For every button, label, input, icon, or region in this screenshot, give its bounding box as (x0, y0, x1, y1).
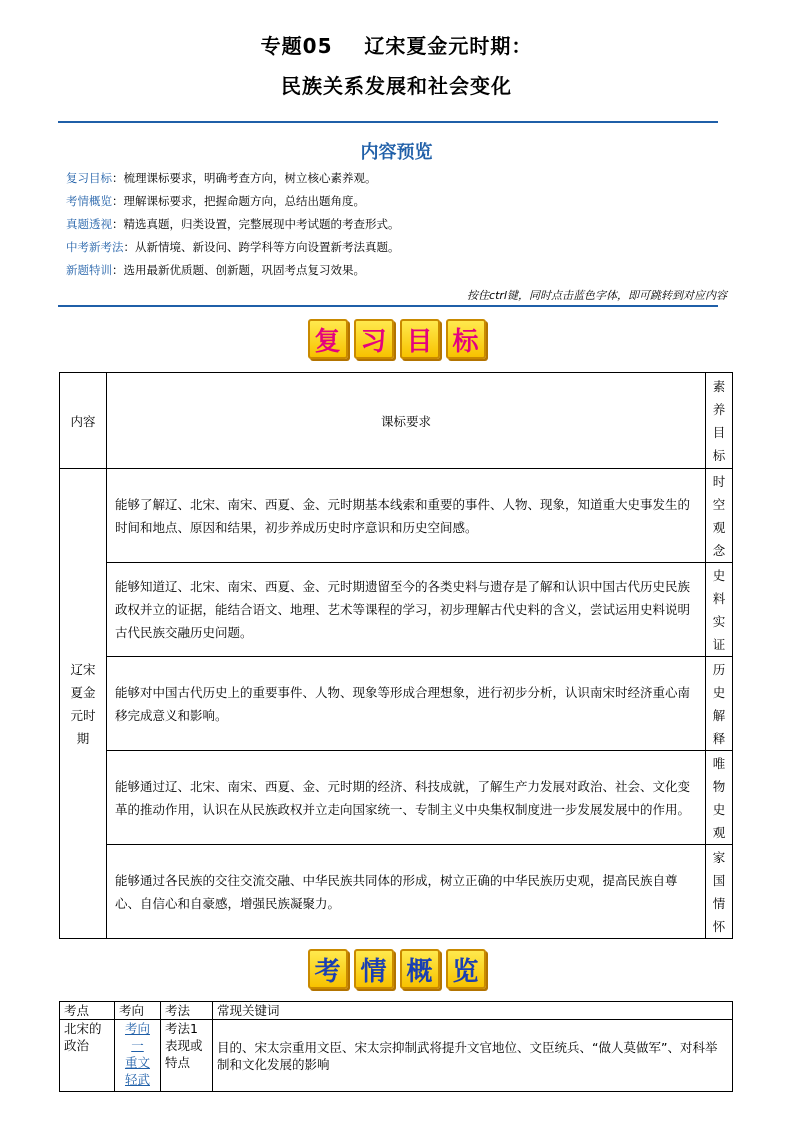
table-row (60, 751, 733, 845)
banner-char: 情 (354, 949, 394, 989)
header-keywords: 常现关键词 (213, 1002, 733, 1020)
preview-title: 内容预览 (360, 142, 433, 163)
header-content: 内容 (60, 373, 107, 469)
banner-char: 习 (354, 319, 394, 359)
preview-label[interactable]: 考情概览 (66, 194, 112, 208)
table-row (60, 845, 733, 939)
preview-label[interactable]: 新题特训 (66, 263, 112, 277)
requirement-cell: 能够知道辽、北宋、南宋、西夏、金、元时期遗留至今的各类史料与遗存是了解和认识中国古代历史民族政权并立的证据，能结合语文、地理、艺术等课程的学习，初步理解古代史料的含义，尝试运用史料说明古代民族交融历史问题。 (106, 563, 705, 657)
preview-label[interactable]: 中考新考法 (66, 240, 124, 254)
requirement-cell: 能够了解辽、北宋、南宋、西夏、金、元时期基本线索和重要的事件、人物、现象，知道重大史事发生的时间和地点、原因和结果，初步养成历史时序意识和历史空间感。 (106, 469, 705, 563)
ctrl-hint: 按住ctrl键，同时点击蓝色字体，即可跳转到对应内容 (467, 289, 727, 302)
table-header-row (60, 1002, 733, 1020)
direction-topic[interactable]: 重文轻武 (124, 1055, 150, 1087)
literacy-cell: 史 料 实 证 (706, 563, 733, 657)
preview-text: 梳理课标要求，明确考查方向，树立核心素养观。 (123, 171, 377, 185)
direction-link[interactable] (115, 1020, 161, 1092)
method-cell: 考法1 表现或特点 (161, 1020, 213, 1092)
preview-item-exam-overview[interactable]: 考情概览：理解课标要求，把握命题方向，总结出题角度。 (66, 194, 365, 208)
banner-char: 考 (308, 949, 348, 989)
content-cell (60, 469, 107, 939)
preview-item-new-methods[interactable]: 中考新考法：从新情境、新设问、跨学科等方向设置新考法真题。 (66, 240, 400, 254)
preview-text: 理解课标要求，把握命题方向，总结出题角度。 (123, 194, 365, 208)
page-title-line1: 专题05 辽宋夏金元时期： (260, 34, 533, 58)
page-title-line2: 民族关系发展和社会变化 (281, 74, 512, 98)
literacy-cell: 时 空 观 念 (706, 469, 733, 563)
table-header-row (60, 373, 733, 469)
banner-char: 标 (446, 319, 486, 359)
divider-top (58, 121, 718, 123)
header-literacy: 素 养 目 标 (706, 373, 733, 469)
requirement-cell: 能够通过各民族的交往交流交融、中华民族共同体的形成，树立正确的中华民族历史观，提高民族自尊心、自信心和自豪感，增强民族凝聚力。 (106, 845, 705, 939)
table-row (60, 469, 733, 563)
table-row (60, 563, 733, 657)
header-point: 考点 (60, 1002, 115, 1020)
requirement-cell: 能够通过辽、北宋、南宋、西夏、金、元时期的经济、科技成就，了解生产力发展对政治、社会、文化变革的推动作用，认识在从民族政权并立走向国家统一、专制主义中央集权制度进一步发展发展中的作用。 (106, 751, 705, 845)
preview-item-review-goals[interactable]: 复习目标：梳理课标要求，明确考查方向，树立核心素养观。 (66, 171, 377, 185)
preview-text: 精选真题，归类设置，完整展现中考试题的考查形式。 (123, 217, 400, 231)
content-text: 辽宋夏金元时期 (70, 661, 96, 746)
divider-bottom (58, 305, 718, 307)
exam-overview-banner (0, 949, 793, 989)
preview-text: 选用最新优质题、创新题，巩固考点复习效果。 (123, 263, 365, 277)
preview-item-real-questions[interactable]: 真题透视：精选真题，归类设置，完整展现中考试题的考查形式。 (66, 217, 400, 231)
exam-table (59, 1001, 733, 1092)
keywords-cell: 目的、宋太宗重用文臣、宋太宗抑制武将提升文官地位、文臣统兵、“做人莫做军”、对科举制和文化发展的影响 (213, 1020, 733, 1092)
preview-item-new-training[interactable]: 新题特训：选用最新优质题、创新题，巩固考点复习效果。 (66, 263, 365, 277)
header-method: 考法 (161, 1002, 213, 1020)
banner-char: 览 (446, 949, 486, 989)
table-row (60, 657, 733, 751)
header-direction: 考向 (115, 1002, 161, 1020)
banner-char: 目 (400, 319, 440, 359)
goals-table (59, 372, 733, 939)
literacy-cell: 唯 物 史 观 (706, 751, 733, 845)
banner-char: 复 (308, 319, 348, 359)
preview-label[interactable]: 复习目标 (66, 171, 112, 185)
banner-char: 概 (400, 949, 440, 989)
preview-label[interactable]: 真题透视 (66, 217, 112, 231)
review-goals-banner (0, 319, 793, 359)
table-row (60, 1020, 733, 1092)
requirement-cell: 能够对中国古代历史上的重要事件、人物、现象等形成合理想象，进行初步分析，认识南宋时经济重心南移完成意义和影响。 (106, 657, 705, 751)
direction-label[interactable]: 考向一 (124, 1021, 150, 1053)
literacy-cell: 历 史 解 释 (706, 657, 733, 751)
preview-text: 从新情境、新设问、跨学科等方向设置新考法真题。 (135, 240, 400, 254)
literacy-cell: 家 国 情 怀 (706, 845, 733, 939)
point-cell: 北宋的政治 (60, 1020, 115, 1092)
header-requirement: 课标要求 (106, 373, 705, 469)
